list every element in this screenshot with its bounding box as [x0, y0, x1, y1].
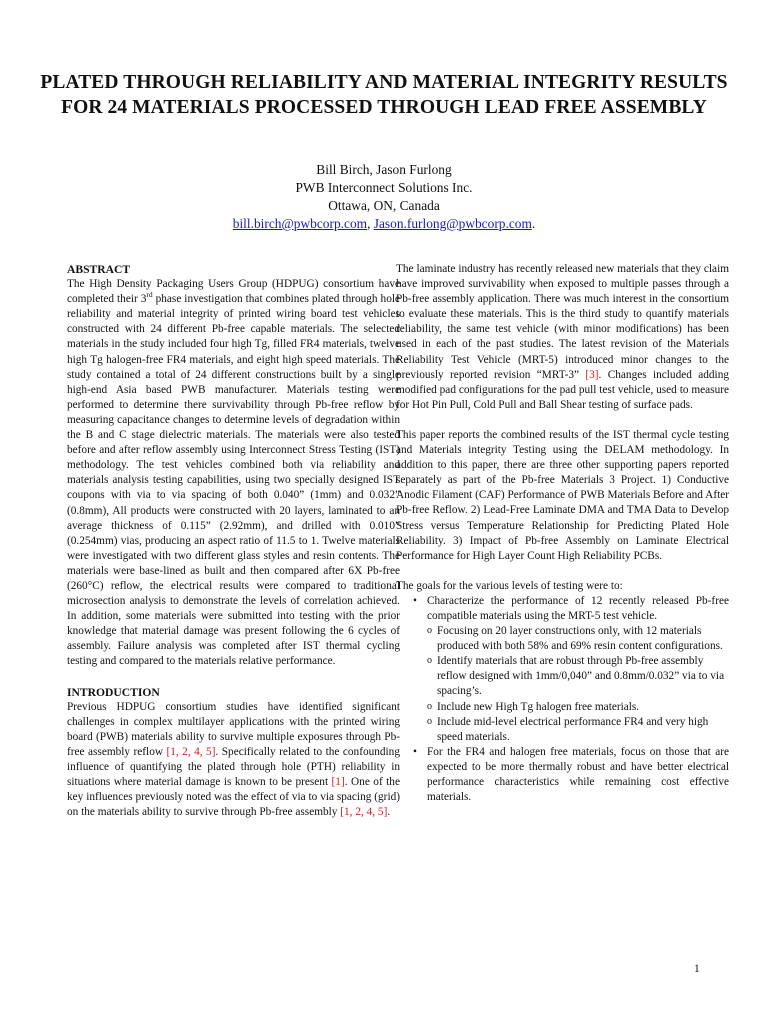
author-emails: [40, 215, 728, 233]
introduction-paragraph: [67, 700, 400, 821]
left-column: [67, 262, 400, 820]
intro-text-4: .: [387, 806, 391, 819]
abstract-heading: ABSTRACT: [67, 263, 131, 276]
author-block: [40, 161, 728, 233]
goal-text-1: Characterize the performance of 12 recently released Pb-free compatible materials using the MRT-5 test vehicle.: [427, 594, 729, 622]
goals-intro: The goals for the various levels of testing were to:: [396, 579, 623, 592]
laminate-text-2: . Changes included adding modified pad configurations for the pad pull test vehicle, used to measure for Hot Pin Pull, Cold Pull and Ball Shear testing of surface pads.: [396, 368, 729, 411]
abstract-paragraph: [67, 277, 400, 669]
right-column: [396, 262, 729, 805]
sub-goal-item: o Include mid-level electrical performance FR4 and very high speed materials.: [427, 715, 729, 745]
introduction-heading: INTRODUCTION: [67, 685, 160, 699]
citation-link[interactable]: [1]: [331, 776, 345, 789]
intro-text-1: Previous HDPUG consortium studies have identified significant challenges in complex multilayer applications with the printed wiring board (PWB) materials ability to survive multiple exposures through Pb-free assembly reflow: [67, 700, 400, 758]
email-separator: ,: [367, 216, 374, 231]
intro-text-2: . Specifically related to the confounding influence of quantifying the plated through hole (PTH) reliability in situations where material damage is known to be present: [67, 745, 400, 789]
abstract-text-1: The High Density Packaging Users Group (HDPUG) consortium have completed their 3: [67, 278, 400, 306]
author-names: Bill Birch, Jason Furlong: [316, 162, 452, 177]
page-number: 1: [694, 963, 700, 975]
laminate-text-1: The laminate industry has recently released new materials that they claim have improved survivability when exposed to multiple passes through a Pb-free assembly application. There was much interest in the consortium to evaluate these materials. This is the third study to quantify materials reliability, the same test vehicle (with minor modifications) has been used in each of the past studies. The latest revision of the Materials Reliability Test Vehicle (MRT-5) introduced minor changes to the previously reported revision “MRT-3”: [396, 263, 729, 381]
sub-goal-item: o Identify materials that are robust through Pb-free assembly reflow designed with 1mm/0,040” and 0.8mm/0.032” via to via spacing’s.: [427, 654, 729, 699]
citation-link[interactable]: [1, 2, 4, 5]: [166, 745, 216, 758]
laminate-paragraph: [396, 262, 729, 413]
report-paragraph: This paper reports the combined results of the IST thermal cycle testing and Materials integrity Testing using the DELAM methodology. In addition to this paper, there are three other supporting papers reported separately as part of the Pb-free Materials 3 Project. 1) Conductive Anodic Filament (CAF) Performance of PWB Materials Before and After Pb-free Reflow. 2) Lead-Free Laminate DMA and TMA Data to Develop Stress versus Temperature Relationship for Predicting Plated Hole Reliability. 3) Impact of Pb-free Assembly on Laminate Electrical Performance for High Layer Count High Reliability PCBs.: [396, 428, 729, 562]
goal-item: [396, 594, 729, 745]
intro-text-3: . One of the key influences previously noted was the effect of via to via spacing (grid) on the materials ability to survive through Pb-free assembly: [67, 776, 400, 819]
email-link-furlong[interactable]: Jason.furlong@pwbcorp.com: [373, 216, 532, 231]
email-end: .: [531, 216, 536, 231]
goal-item: • For the FR4 and halogen free materials, focus on those that are expected to be more thermally robust and have better electrical performance characteristics while remaining cost effective materials.: [396, 745, 729, 805]
citation-link[interactable]: [1, 2, 4, 5]: [340, 806, 388, 819]
author-location: Ottawa, ON, Canada: [328, 198, 440, 213]
author-affiliation: PWB Interconnect Solutions Inc.: [295, 180, 473, 195]
paper-title: PLATED THROUGH RELIABILITY AND MATERIAL INTEGRITY RESULTS FOR 24 MATERIALS PROCESSED THROUGH LEAD FREE ASSEMBLY: [40, 72, 728, 118]
email-link-birch[interactable]: bill.birch@pwbcorp.com: [232, 216, 368, 231]
ordinal-superscript: rd: [146, 290, 153, 300]
citation-link[interactable]: [3]: [585, 368, 599, 381]
sub-goal-item: o Focusing on 20 layer constructions only, with 12 materials produced with both 58% and 69% resin content configurations.: [427, 624, 729, 654]
abstract-text-2: phase investigation that combines plated through hole reliability and material integrity of printed wiring board test vehicles constructed with 24 different Pb-free capable materials. The selected materials in the study included four high Tg, filled FR4 materials, twelve high Tg halogen-free FR4 materials, and eight high speed materials. The study contained a total of 24 different constructions built by a single high-end Asia based PWB manufacturer. Materials testing were performed to determine there survivability through Pb-free reflow by measuring capacitance changes to determine levels of degradation within the B and C stage dielectric materials. The materials were also tested before and after reflow assembly using Interconnect Stress Testing (IST) methodology. The test vehicles combined both via reliability and materials analysis testing capabilities, using two specially designed IST coupons with via to via spacing of both 0.040” (1mm) and 0.032” (0.8mm), All products were constructed with 20 layers, laminated to an average thickness of 0.115” (2.92mm), and drilled with 0.010” (0.254mm) vias, producing an aspect ratio of 11.5 to 1. Twelve materials were investigated with two different glass styles and resin contents. The materials were base-lined as built and then compared after 6X Pb-free (260°C) reflow, the electrical results were compared to traditional microsection analysis to demonstrate the levels of correlation achieved. In addition, some materials were submitted into testing with the prior knowledge that material damage was present following the 6 cycles of assembly. Failure analysis was completed after IST thermal cycling testing and compared to the materials relative performance.: [67, 293, 400, 668]
goal-sublist: [427, 624, 729, 745]
goals-list: [396, 594, 729, 805]
sub-goal-item: o Include new High Tg halogen free materials.: [427, 700, 729, 715]
